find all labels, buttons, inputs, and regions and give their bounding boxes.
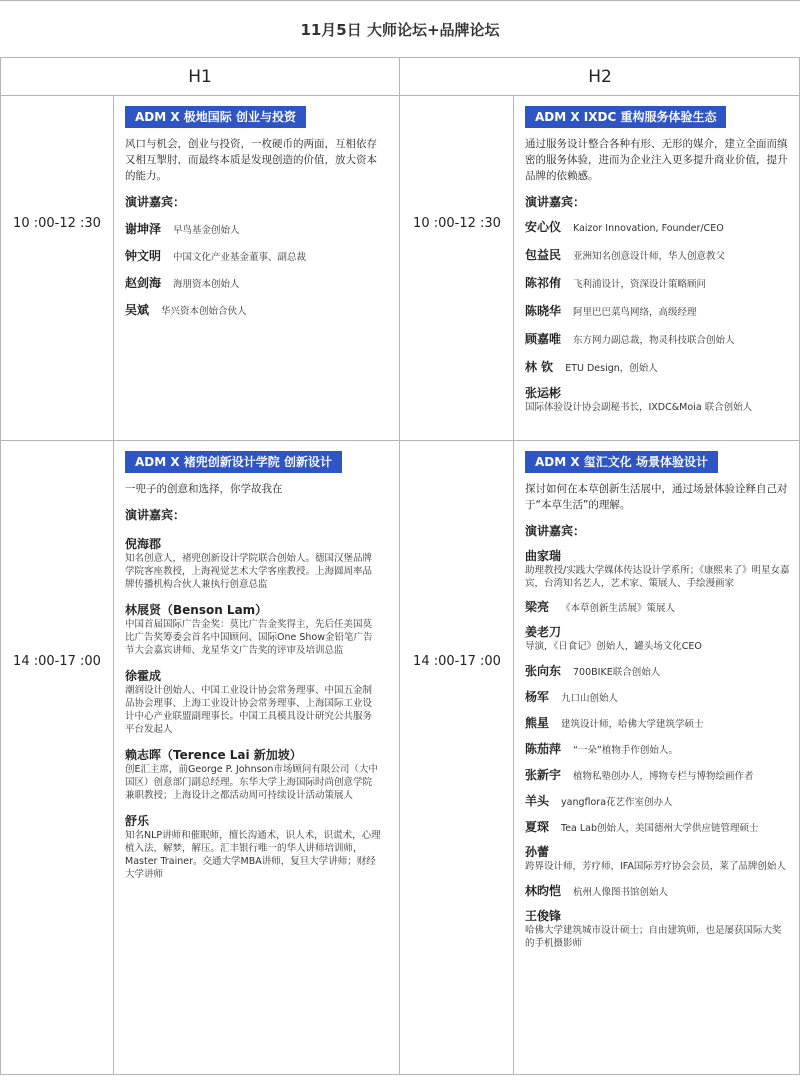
speakers-label: 演讲嘉宾： — [525, 195, 586, 209]
speaker-item — [525, 384, 790, 414]
session-description: 一兜子的创意和选择，你学故我在 — [125, 483, 283, 495]
speaker-title: 飞利浦设计，资深设计策略顾问 — [573, 279, 707, 290]
speaker-item — [525, 246, 790, 263]
speaker-title: ETU Design，创始人 — [565, 363, 658, 374]
speaker-item — [125, 220, 387, 237]
speaker-name: 谢坤泽 — [125, 222, 162, 236]
speaker-item — [525, 792, 790, 809]
speaker-title: 知名创意人，褚兜创新设计学院联合创始人。德国汉堡品牌学院客座教授，上海视觉艺术大学客座教授。上海圆周率品牌传播机构合伙人兼执行创意总监 — [125, 553, 373, 590]
speaker-list — [525, 218, 790, 414]
speaker-title: Tea Lab创始人，美国德州大学供应链管理硕士 — [561, 823, 759, 834]
speaker-item — [525, 302, 790, 319]
time-slot-h1: 10 :00-12 :30 — [13, 216, 101, 231]
speaker-item — [525, 274, 790, 291]
speaker-name: 梁亮 — [525, 600, 550, 614]
speaker-name: 顾嘉唯 — [525, 332, 562, 346]
speaker-title: 东方网力副总裁，物灵科技联合创始人 — [573, 335, 735, 346]
speaker-name: 林 钦 — [525, 360, 554, 374]
speaker-title: 植物私塾创办人，博物专栏与博物绘画作者 — [573, 771, 754, 782]
speaker-list — [525, 547, 790, 950]
speaker-item — [525, 714, 790, 731]
speaker-title: Kaizor Innovation, Founder/CEO — [573, 223, 724, 234]
speaker-name: 包益民 — [525, 248, 562, 262]
speaker-name: 陈祁侑 — [525, 276, 562, 290]
speaker-name: 安心仪 — [525, 220, 562, 234]
time-slot-h2: 10 :00-12 :30 — [413, 216, 501, 231]
column-header-row — [0, 58, 800, 96]
speaker-item — [525, 907, 790, 950]
speaker-title: 中国首届国际广告金奖：莫比广告金奖得主，先后任美国莫比广告奖筹委会首名中国顾问、国际One Show金铅笔广告节大会嘉宾讲师、龙星华文广告奖的评审及培训总监 — [125, 619, 373, 656]
session-banner: ADM X 玺汇文化 场景体验设计 — [525, 451, 718, 473]
speaker-item — [525, 662, 790, 679]
speaker-name: 林昀恺 — [525, 884, 562, 898]
speakers-label: 演讲嘉宾： — [525, 524, 586, 538]
speaker-name: 张向东 — [525, 664, 562, 678]
speaker-item — [525, 218, 790, 235]
speaker-name: 羊头 — [525, 794, 550, 808]
speaker-item — [525, 843, 790, 873]
speaker-item — [525, 882, 790, 899]
speaker-item — [125, 535, 381, 591]
grid-line — [513, 96, 514, 1075]
speaker-name: 陈晓华 — [525, 304, 562, 318]
speaker-name: 林展贤（Benson Lam） — [125, 603, 268, 617]
page-title: 11月5日 大师论坛+品牌论坛 — [0, 0, 800, 58]
speaker-title: 创E汇主席，前George P. Johnson市场顾问有限公司（大中国区）创意部门副总经理。东华大学上海国际时尚创意学院兼职教授；上海设计之都活动周可持续设计活动策展人 — [125, 764, 378, 801]
speaker-item — [525, 766, 790, 783]
speaker-title: 《本草创新生活展》策展人 — [561, 603, 676, 614]
speaker-name: 陈茄萍 — [525, 742, 562, 756]
speaker-name: 孙蕾 — [525, 845, 550, 859]
speaker-item — [125, 274, 387, 291]
grid-line — [399, 58, 400, 1075]
speaker-name: 夏琛 — [525, 820, 550, 834]
h1-session-block — [125, 106, 387, 318]
speaker-name: 杨军 — [525, 690, 550, 704]
speaker-title: 华兴资本创始合伙人 — [161, 306, 247, 317]
speaker-item — [125, 746, 381, 802]
speaker-item — [125, 247, 387, 264]
speaker-name: 张运彬 — [525, 386, 562, 400]
session-morning — [0, 96, 800, 441]
speaker-title: 亚洲知名创意设计师，华人创意教父 — [573, 251, 726, 262]
h2-session-block — [525, 106, 790, 414]
speaker-name: 倪海郡 — [125, 537, 162, 551]
speaker-item — [525, 547, 790, 590]
session-description: 通过服务设计整合各种有形、无形的媒介，建立全面而缜密的服务体验，进而为企业注入更多提升商业价值，提升品牌的依赖感。 — [525, 138, 788, 182]
time-slot-h1: 14 :00-17 :00 — [13, 653, 101, 669]
speaker-title: 跨界设计师，芳疗师，IFA国际芳疗协会会员，莱了品牌创始人 — [525, 861, 786, 872]
session-banner: ADM X 极地国际 创业与投资 — [125, 106, 306, 128]
session-banner: ADM X IXDC 重构服务体验生态 — [525, 106, 726, 128]
speaker-item — [525, 330, 790, 347]
speaker-name: 熊星 — [525, 716, 550, 730]
session-description: 探讨如何在本草创新生活展中，通过场景体验诠释自己对于“本草生活”的理解。 — [525, 483, 788, 511]
speaker-title: 哈佛大学建筑城市设计硕士；自由建筑师，也是屡获国际大奖的手机摄影师 — [525, 925, 782, 949]
speaker-name: 张新宇 — [525, 768, 562, 782]
h1-session-block — [125, 451, 381, 881]
speakers-label: 演讲嘉宾： — [125, 195, 186, 209]
speaker-list — [125, 220, 387, 318]
h2-session-block — [525, 451, 790, 950]
speaker-title: 助理教授/实践大学媒体传达设计学系所；《康熙来了》明星女嘉宾，台湾知名艺人，艺术家、策展人、手绘漫画家 — [525, 565, 790, 589]
speaker-title: 阿里巴巴菜鸟网络，高级经理 — [573, 307, 697, 318]
speaker-item — [125, 667, 381, 736]
speaker-item — [525, 623, 790, 653]
session-banner: ADM X 褚兜创新设计学院 创新设计 — [125, 451, 342, 473]
speaker-name: 曲家瑞 — [525, 549, 562, 563]
speaker-title: 导演，《日食记》创始人，罐头场文化CEO — [525, 641, 702, 652]
speaker-title: 国际体验设计协会副秘书长，IXDC&Moia 联合创始人 — [525, 402, 753, 413]
session-description: 风口与机会，创业与投资，一枚硬币的两面，互相依存又相互掣肘，而最终本质是发现创造的价值，放大资本的能力。 — [125, 138, 377, 182]
speaker-title: 杭州人像图书馆创始人 — [573, 887, 669, 898]
speaker-name: 舒乐 — [125, 814, 150, 828]
speaker-item — [125, 601, 381, 657]
column-header-h1: H1 — [188, 67, 212, 87]
speaker-name: 赵剑海 — [125, 276, 162, 290]
speaker-item — [525, 740, 790, 757]
speaker-name: 王俊锋 — [525, 909, 562, 923]
speaker-item — [525, 688, 790, 705]
speaker-item — [525, 818, 790, 835]
session-afternoon — [0, 441, 800, 1075]
speaker-title: “一朵”植物手作创始人。 — [573, 745, 678, 756]
time-slot-h2: 14 :00-17 :00 — [413, 653, 501, 669]
speaker-title: 知名NLP讲师和催眠师，擅长沟通术，识人术，识谎术，心理植入法，解梦，解压。汇丰银行唯一的华人讲师培训师，Master Trainer。交通大学MBA讲师，复旦大学讲师；财经大学讲师 — [125, 830, 381, 880]
speaker-list — [125, 535, 381, 881]
speaker-title: 建筑设计师，哈佛大学建筑学硕士 — [561, 719, 704, 730]
speaker-title: 早鸟基金创始人 — [173, 225, 240, 236]
speaker-title: 中国文化产业基金董事、副总裁 — [173, 252, 307, 263]
grid-line — [113, 96, 114, 1075]
speaker-name: 徐霍成 — [125, 669, 162, 683]
speaker-title: yangflora花艺作室创办人 — [561, 797, 673, 808]
speaker-item — [125, 812, 381, 881]
speaker-title: 九口山创始人 — [561, 693, 619, 704]
speaker-name: 姜老刀 — [525, 625, 562, 639]
speaker-name: 钟文明 — [125, 249, 162, 263]
speaker-item — [525, 598, 790, 615]
speaker-item — [125, 301, 387, 318]
speaker-name: 吴斌 — [125, 303, 150, 317]
speakers-label: 演讲嘉宾： — [125, 508, 186, 522]
grid-line — [0, 58, 1, 1075]
speaker-title: 700BIKE联合创始人 — [573, 667, 661, 678]
speaker-item — [525, 358, 790, 375]
column-header-h2: H2 — [588, 67, 612, 87]
speaker-title: 海朋资本创始人 — [173, 279, 240, 290]
speaker-name: 赖志晖（Terence Lai 新加坡） — [125, 748, 302, 762]
speaker-title: 潮润设计创始人、中国工业设计协会常务理事、中国五金制品协会理事、上海工业设计协会常务理事、上海国际工业设计中心产业联盟副理事长。中国工具模具设计研究公共服务平台发起人 — [125, 685, 373, 735]
